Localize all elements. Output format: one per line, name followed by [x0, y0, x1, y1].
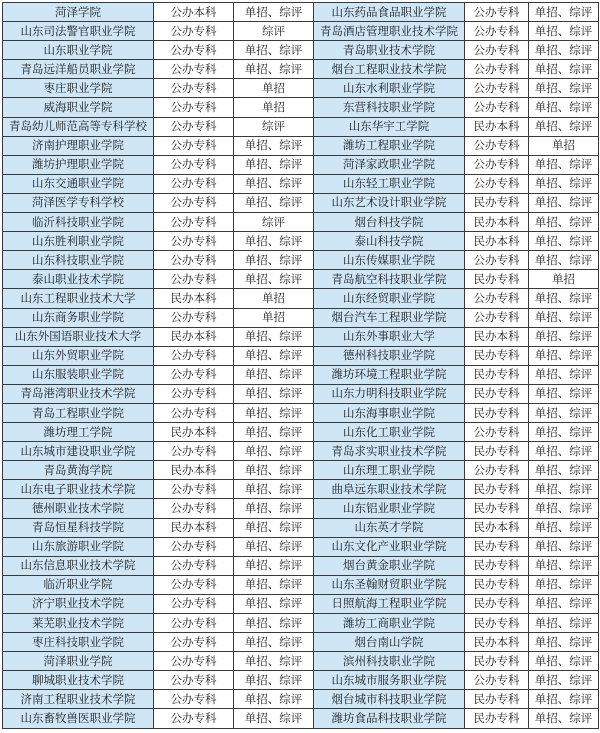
school-type-cell: 民办本科	[465, 327, 529, 346]
college-admissions-table	[2, 2, 599, 729]
school-name-cell: 德州科技职业学院	[314, 346, 465, 365]
school-name-cell: 烟台城市科技职业学院	[314, 690, 465, 709]
school-type-cell: 公办专科	[154, 174, 234, 193]
table-row	[3, 556, 599, 575]
admission-method-cell: 单招、综评	[529, 461, 599, 480]
school-name-cell: 东营科技职业学院	[314, 98, 465, 117]
school-type-cell: 公办专科	[154, 232, 234, 251]
school-type-cell: 民办专科	[465, 499, 529, 518]
school-name-cell: 山东科技职业学院	[3, 251, 154, 270]
school-name-cell: 烟台科技学院	[314, 213, 465, 232]
school-name-cell: 滨州科技职业学院	[314, 652, 465, 671]
school-type-cell: 公办专科	[154, 709, 234, 728]
school-name-cell: 山东文化产业职业学院	[314, 537, 465, 556]
admission-method-cell: 单招、综评	[234, 346, 314, 365]
school-name-cell: 山东电子职业技术学院	[3, 480, 154, 499]
table-row	[3, 3, 599, 22]
admission-method-cell: 单招、综评	[234, 518, 314, 537]
school-type-cell: 民办专科	[465, 690, 529, 709]
school-type-cell: 公办专科	[154, 193, 234, 212]
table-row	[3, 365, 599, 384]
school-name-cell: 枣庄科技职业学院	[3, 633, 154, 652]
school-name-cell: 德州职业技术学院	[3, 499, 154, 518]
admission-method-cell: 单招、综评	[529, 365, 599, 384]
school-name-cell: 山东水利职业学院	[314, 79, 465, 98]
school-name-cell: 临沂科技职业学院	[3, 213, 154, 232]
admission-method-cell: 单招、综评	[234, 327, 314, 346]
admission-method-cell: 单招、综评	[234, 365, 314, 384]
school-type-cell: 公办专科	[154, 614, 234, 633]
table-row	[3, 117, 599, 136]
admission-method-cell: 单招、综评	[234, 556, 314, 575]
admission-method-cell: 单招、综评	[529, 671, 599, 690]
school-type-cell: 公办专科	[154, 384, 234, 403]
admission-method-cell: 单招、综评	[529, 289, 599, 308]
school-type-cell: 公办专科	[154, 308, 234, 327]
table-row	[3, 518, 599, 537]
admission-method-cell: 单招、综评	[529, 41, 599, 60]
table-body	[3, 3, 599, 729]
admission-method-cell: 单招	[529, 270, 599, 289]
table-row	[3, 671, 599, 690]
admission-method-cell: 单招、综评	[529, 594, 599, 613]
table-row	[3, 614, 599, 633]
admission-method-cell: 单招、综评	[529, 213, 599, 232]
admission-method-cell: 单招、综评	[234, 60, 314, 79]
admission-method-cell: 单招、综评	[529, 193, 599, 212]
school-name-cell: 山东城市建设职业学院	[3, 442, 154, 461]
school-name-cell: 潍坊工商职业学院	[314, 614, 465, 633]
school-type-cell: 民办本科	[465, 232, 529, 251]
school-name-cell: 山东旅游职业学院	[3, 537, 154, 556]
admission-method-cell: 单招、综评	[234, 136, 314, 155]
admission-method-cell: 单招、综评	[529, 556, 599, 575]
admission-method-cell: 单招、综评	[529, 251, 599, 270]
school-type-cell: 公办专科	[154, 442, 234, 461]
school-type-cell: 民办本科	[154, 461, 234, 480]
table-row	[3, 594, 599, 613]
table-row	[3, 136, 599, 155]
table-row	[3, 289, 599, 308]
admission-method-cell: 单招、综评	[234, 633, 314, 652]
school-type-cell: 公办专科	[465, 423, 529, 442]
admission-method-cell: 单招、综评	[234, 652, 314, 671]
school-type-cell: 公办专科	[465, 155, 529, 174]
admission-method-cell: 单招、综评	[234, 614, 314, 633]
admission-method-cell: 单招、综评	[234, 575, 314, 594]
school-name-cell: 泰山职业技术学院	[3, 270, 154, 289]
school-type-cell: 公办专科	[154, 652, 234, 671]
table-row	[3, 690, 599, 709]
school-name-cell: 山东畜牧兽医职业学院	[3, 709, 154, 728]
admission-method-cell: 单招、综评	[234, 709, 314, 728]
school-name-cell: 青岛黄海学院	[3, 461, 154, 480]
table-row	[3, 22, 599, 41]
admission-method-cell: 单招、综评	[529, 442, 599, 461]
school-type-cell: 民办专科	[465, 594, 529, 613]
school-name-cell: 山东铝业职业学院	[314, 499, 465, 518]
school-type-cell: 公办专科	[154, 633, 234, 652]
school-name-cell: 聊城职业技术学院	[3, 671, 154, 690]
school-type-cell: 民办专科	[465, 480, 529, 499]
school-type-cell: 民办本科	[154, 518, 234, 537]
admission-method-cell: 单招、综评	[234, 270, 314, 289]
admission-method-cell: 综评	[234, 117, 314, 136]
school-type-cell: 公办专科	[154, 79, 234, 98]
school-name-cell: 青岛职业技术学院	[314, 41, 465, 60]
admission-method-cell: 单招、综评	[529, 346, 599, 365]
school-type-cell: 公办专科	[154, 556, 234, 575]
school-type-cell: 民办专科	[465, 614, 529, 633]
school-name-cell: 临沂职业学院	[3, 575, 154, 594]
school-type-cell: 民办专科	[465, 442, 529, 461]
school-type-cell: 公办专科	[465, 98, 529, 117]
admission-method-cell: 单招、综评	[234, 671, 314, 690]
school-type-cell: 公办专科	[154, 270, 234, 289]
school-name-cell: 青岛求实职业技术学院	[314, 442, 465, 461]
school-name-cell: 潍坊理工学院	[3, 423, 154, 442]
table-row	[3, 251, 599, 270]
school-type-cell: 公办专科	[154, 690, 234, 709]
school-type-cell: 公办专科	[154, 594, 234, 613]
school-name-cell: 泰山科技学院	[314, 232, 465, 251]
school-type-cell: 公办专科	[465, 22, 529, 41]
school-name-cell: 枣庄职业学院	[3, 79, 154, 98]
school-name-cell: 山东外贸职业学院	[3, 346, 154, 365]
school-type-cell: 公办专科	[465, 289, 529, 308]
admission-method-cell: 单招、综评	[234, 3, 314, 22]
school-type-cell: 公办专科	[465, 41, 529, 60]
admission-method-cell: 单招、综评	[529, 537, 599, 556]
school-name-cell: 菏泽学院	[3, 3, 154, 22]
school-type-cell: 公办专科	[465, 671, 529, 690]
school-name-cell: 山东化工职业学院	[314, 423, 465, 442]
school-type-cell: 民办专科	[465, 384, 529, 403]
school-name-cell: 山东理工职业学院	[314, 461, 465, 480]
school-name-cell: 烟台黄金职业学院	[314, 556, 465, 575]
school-name-cell: 山东商务职业学院	[3, 308, 154, 327]
school-name-cell: 青岛远洋船员职业学院	[3, 60, 154, 79]
school-name-cell: 济宁职业技术学院	[3, 594, 154, 613]
admission-method-cell: 单招、综评	[234, 41, 314, 60]
admission-method-cell: 单招、综评	[529, 79, 599, 98]
school-type-cell: 民办专科	[465, 403, 529, 422]
admission-method-cell: 单招、综评	[234, 537, 314, 556]
table-row	[3, 60, 599, 79]
school-type-cell: 民办本科	[154, 327, 234, 346]
admission-method-cell: 单招、综评	[529, 174, 599, 193]
school-name-cell: 山东力明科技职业学院	[314, 384, 465, 403]
school-type-cell: 民办本科	[154, 423, 234, 442]
table-row	[3, 270, 599, 289]
school-name-cell: 青岛酒店管理职业技术学院	[314, 22, 465, 41]
school-name-cell: 山东圣翰财贸职业学院	[314, 575, 465, 594]
table-row	[3, 308, 599, 327]
admission-method-cell: 单招、综评	[529, 22, 599, 41]
school-type-cell: 公办专科	[154, 155, 234, 174]
table-row	[3, 232, 599, 251]
school-name-cell: 青岛恒星科技学院	[3, 518, 154, 537]
school-name-cell: 烟台工程职业技术学院	[314, 60, 465, 79]
table-row	[3, 155, 599, 174]
admission-method-cell: 单招、综评	[529, 232, 599, 251]
school-type-cell: 公办专科	[154, 365, 234, 384]
table-row	[3, 461, 599, 480]
school-type-cell: 公办专科	[465, 136, 529, 155]
school-type-cell: 公办专科	[465, 461, 529, 480]
admission-method-cell: 单招、综评	[234, 480, 314, 499]
table-row	[3, 384, 599, 403]
school-name-cell: 山东传媒职业学院	[314, 251, 465, 270]
school-type-cell: 公办专科	[154, 671, 234, 690]
admission-method-cell: 单招、综评	[529, 327, 599, 346]
school-type-cell: 公办专科	[154, 575, 234, 594]
table-row	[3, 98, 599, 117]
admission-method-cell: 单招、综评	[529, 117, 599, 136]
table-row	[3, 575, 599, 594]
admission-method-cell: 单招、综评	[529, 60, 599, 79]
school-name-cell: 潍坊工程职业学院	[314, 136, 465, 155]
admission-method-cell: 单招、综评	[234, 384, 314, 403]
school-name-cell: 青岛工程职业学院	[3, 403, 154, 422]
school-name-cell: 烟台南山学院	[314, 633, 465, 652]
admission-method-cell: 单招、综评	[234, 442, 314, 461]
school-type-cell: 公办专科	[154, 499, 234, 518]
school-name-cell: 济南工程职业技术学院	[3, 690, 154, 709]
table-row	[3, 346, 599, 365]
school-type-cell: 民办专科	[465, 652, 529, 671]
school-type-cell: 民办专科	[465, 365, 529, 384]
school-type-cell: 民办本科	[465, 518, 529, 537]
table-row	[3, 499, 599, 518]
school-type-cell: 公办专科	[154, 537, 234, 556]
table-row	[3, 41, 599, 60]
admission-method-cell: 单招	[234, 98, 314, 117]
admission-method-cell: 单招、综评	[529, 709, 599, 728]
school-name-cell: 山东工程职业技术大学	[3, 289, 154, 308]
admission-method-cell: 单招、综评	[234, 499, 314, 518]
school-name-cell: 烟台汽车工程职业学院	[314, 308, 465, 327]
school-type-cell: 公办专科	[154, 22, 234, 41]
table-row	[3, 480, 599, 499]
admission-method-cell: 单招、综评	[529, 633, 599, 652]
school-type-cell: 民办专科	[465, 270, 529, 289]
school-type-cell: 公办专科	[465, 60, 529, 79]
admission-method-cell: 单招、综评	[529, 518, 599, 537]
school-type-cell: 民办专科	[465, 537, 529, 556]
school-type-cell: 民办本科	[465, 213, 529, 232]
admission-method-cell: 单招、综评	[234, 594, 314, 613]
school-type-cell: 公办专科	[154, 98, 234, 117]
school-name-cell: 潍坊环境工程职业学院	[314, 365, 465, 384]
school-name-cell: 青岛港湾职业技术学院	[3, 384, 154, 403]
school-type-cell: 公办专科	[154, 117, 234, 136]
table-row	[3, 79, 599, 98]
admission-method-cell: 单招、综评	[234, 690, 314, 709]
school-name-cell: 山东交通职业学院	[3, 174, 154, 193]
admission-method-cell: 单招、综评	[529, 98, 599, 117]
school-type-cell: 民办专科	[465, 575, 529, 594]
table-row	[3, 442, 599, 461]
school-name-cell: 潍坊食品科技职业学院	[314, 709, 465, 728]
school-name-cell: 山东外事职业大学	[314, 327, 465, 346]
school-type-cell: 公办专科	[465, 3, 529, 22]
admission-method-cell: 单招、综评	[529, 308, 599, 327]
admission-method-cell: 单招、综评	[234, 251, 314, 270]
admission-method-cell: 综评	[234, 213, 314, 232]
school-name-cell: 曲阜远东职业技术学院	[314, 480, 465, 499]
admission-method-cell: 单招、综评	[529, 499, 599, 518]
school-name-cell: 山东司法警官职业学院	[3, 22, 154, 41]
school-name-cell: 山东职业学院	[3, 41, 154, 60]
admission-method-cell: 单招、综评	[234, 423, 314, 442]
school-name-cell: 山东轻工职业学院	[314, 174, 465, 193]
school-type-cell: 公办专科	[154, 480, 234, 499]
school-type-cell: 公办专科	[154, 213, 234, 232]
school-name-cell: 菏泽职业学院	[3, 652, 154, 671]
table-row	[3, 423, 599, 442]
school-name-cell: 威海职业学院	[3, 98, 154, 117]
admission-method-cell: 单招	[234, 289, 314, 308]
admission-method-cell: 单招、综评	[529, 690, 599, 709]
table-row	[3, 652, 599, 671]
table-row	[3, 174, 599, 193]
school-type-cell: 公办专科	[154, 136, 234, 155]
admission-method-cell: 单招、综评	[529, 155, 599, 174]
school-type-cell: 公办专科	[154, 346, 234, 365]
school-name-cell: 菏泽家政职业学院	[314, 155, 465, 174]
table-row	[3, 537, 599, 556]
school-type-cell: 公办专科	[465, 79, 529, 98]
admission-method-cell: 单招	[234, 79, 314, 98]
school-name-cell: 济南护理职业学院	[3, 136, 154, 155]
school-name-cell: 山东城市服务职业学院	[314, 671, 465, 690]
school-name-cell: 山东海事职业学院	[314, 403, 465, 422]
admission-method-cell: 单招、综评	[529, 652, 599, 671]
school-name-cell: 日照航海工程职业学院	[314, 594, 465, 613]
admission-method-cell: 单招、综评	[234, 193, 314, 212]
school-type-cell: 公办专科	[154, 251, 234, 270]
school-name-cell: 山东信息职业技术学院	[3, 556, 154, 575]
table-row	[3, 193, 599, 212]
school-type-cell: 民办本科	[465, 633, 529, 652]
admission-method-cell: 单招	[234, 308, 314, 327]
admission-method-cell: 单招、综评	[529, 384, 599, 403]
admission-method-cell: 单招、综评	[234, 461, 314, 480]
table-row	[3, 213, 599, 232]
admission-method-cell: 单招	[529, 136, 599, 155]
school-type-cell: 公办本科	[154, 3, 234, 22]
admission-method-cell: 单招、综评	[529, 423, 599, 442]
school-name-cell: 山东艺术设计职业学院	[314, 193, 465, 212]
school-name-cell: 山东英才学院	[314, 518, 465, 537]
school-name-cell: 山东服装职业学院	[3, 365, 154, 384]
school-type-cell: 民办专科	[465, 556, 529, 575]
admission-method-cell: 单招、综评	[529, 575, 599, 594]
admission-method-cell: 单招、综评	[234, 155, 314, 174]
table-row	[3, 709, 599, 728]
school-name-cell: 潍坊护理职业学院	[3, 155, 154, 174]
admission-method-cell: 单招、综评	[234, 232, 314, 251]
school-type-cell: 民办专科	[465, 193, 529, 212]
school-type-cell: 公办专科	[465, 308, 529, 327]
admission-method-cell: 单招、综评	[529, 480, 599, 499]
school-name-cell: 青岛幼儿师范高等专科学校	[3, 117, 154, 136]
school-name-cell: 青岛航空科技职业学院	[314, 270, 465, 289]
school-type-cell: 公办专科	[154, 60, 234, 79]
school-type-cell: 民办本科	[154, 289, 234, 308]
school-name-cell: 菏泽医学专科学校	[3, 193, 154, 212]
school-name-cell: 山东经贸职业学院	[314, 289, 465, 308]
school-type-cell: 公办专科	[154, 403, 234, 422]
school-name-cell: 莱芜职业技术学院	[3, 614, 154, 633]
admission-method-cell: 单招、综评	[529, 3, 599, 22]
school-name-cell: 山东外国语职业技术大学	[3, 327, 154, 346]
school-type-cell: 公办专科	[465, 251, 529, 270]
school-type-cell: 民办专科	[465, 346, 529, 365]
table-row	[3, 403, 599, 422]
admission-method-cell: 单招、综评	[234, 174, 314, 193]
school-type-cell: 民办本科	[465, 117, 529, 136]
table-row	[3, 633, 599, 652]
school-name-cell: 山东胜利职业学院	[3, 232, 154, 251]
school-name-cell: 山东药品食品职业学院	[314, 3, 465, 22]
admission-method-cell: 单招、综评	[529, 614, 599, 633]
school-name-cell: 山东华宇工学院	[314, 117, 465, 136]
admission-method-cell: 综评	[234, 22, 314, 41]
school-type-cell: 公办专科	[465, 174, 529, 193]
admission-method-cell: 单招、综评	[234, 403, 314, 422]
school-type-cell: 民办专科	[465, 709, 529, 728]
admission-method-cell: 单招、综评	[529, 403, 599, 422]
table-row	[3, 327, 599, 346]
school-type-cell: 公办专科	[154, 41, 234, 60]
